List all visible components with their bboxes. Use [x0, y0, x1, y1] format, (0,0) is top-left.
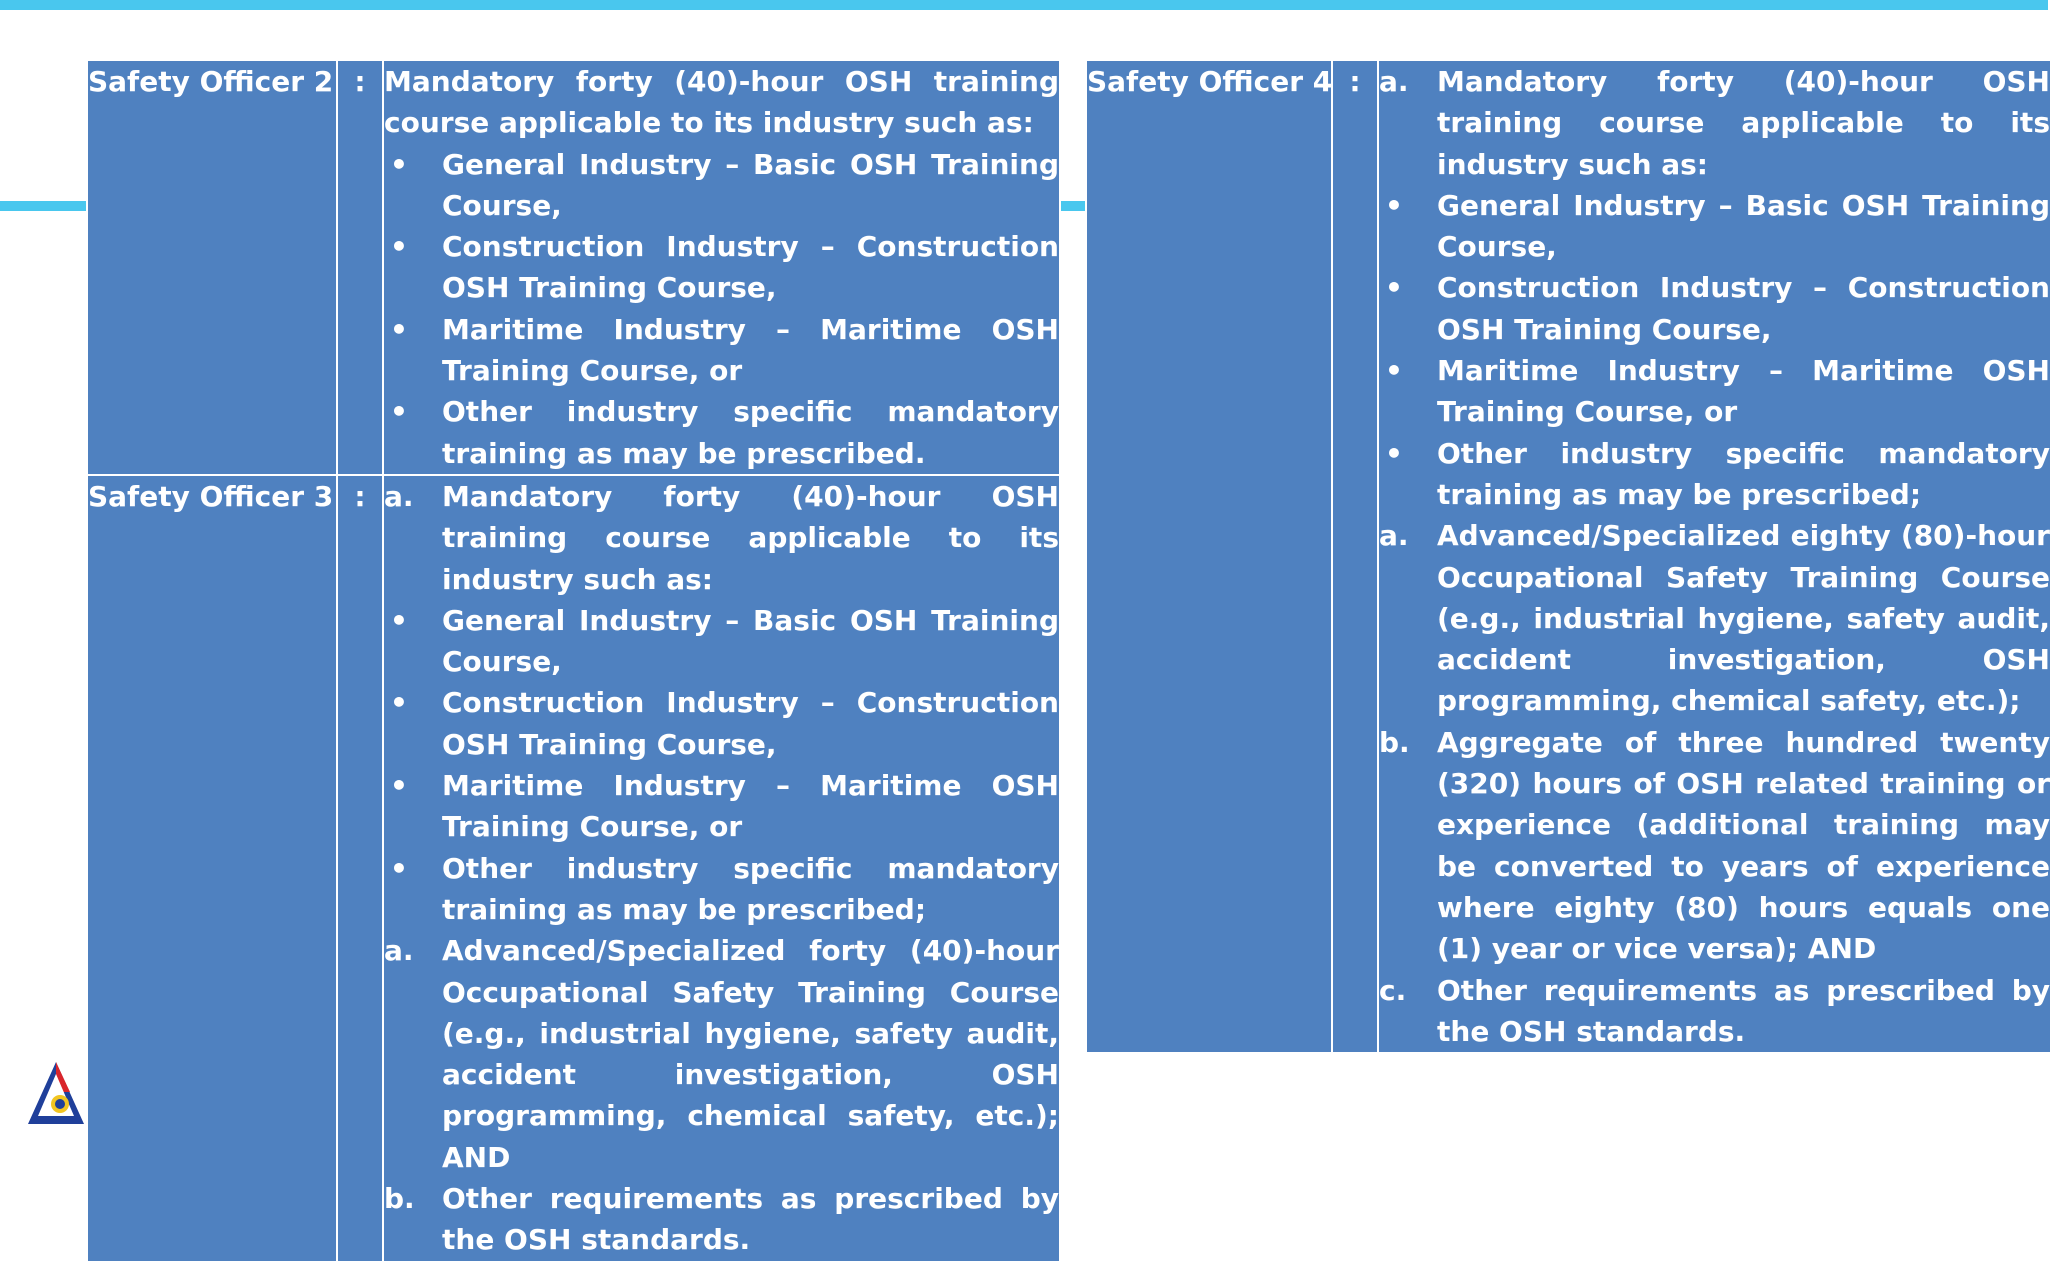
lettered-item: b. Other requirements as prescribed by the OSH standards. [384, 1178, 1059, 1261]
bullet-item: • Maritime Industry – Maritime OSH Training Course, or [384, 765, 1059, 848]
bullet-icon: • [390, 603, 408, 637]
colon-cell: : [1332, 60, 1378, 1053]
role-label: Safety Officer 2 [88, 65, 334, 98]
bullet-item: • Construction Industry – Construction OSH Training Course, [384, 226, 1059, 309]
lettered-item: a. Advanced/Specialized eighty (80)-hour Occupational Safety Training Course (e.g., industrial hygiene, safety audit, accident investigation, OSH programming, chemical safety, etc.); [1379, 515, 2050, 721]
lettered-item: c. Other requirements as prescribed by the OSH standards. [1379, 970, 2050, 1053]
bullet-icon: • [1385, 436, 1403, 470]
requirement-intro: Mandatory forty (40)-hour OSH training course applicable to its industry such as: [384, 65, 1059, 140]
bullet-item: • Maritime Industry – Maritime OSH Training Course, or [1379, 350, 2050, 433]
dole-seal-icon [26, 1058, 86, 1130]
bullet-item: • General Industry – Basic OSH Training Course, [1379, 185, 2050, 268]
bullet-item: • Maritime Industry – Maritime OSH Training Course, or [384, 309, 1059, 392]
table-row-safety-officer-4 [1086, 60, 2051, 1053]
requirements-cell [383, 60, 1060, 475]
role-cell [1086, 60, 1332, 1053]
bullet-icon: • [390, 851, 408, 885]
bullet-item: • Construction Industry – Construction OSH Training Course, [1379, 267, 2050, 350]
table-row-safety-officer-2 [87, 60, 1060, 475]
role-label: Safety Officer 4 [1087, 65, 1333, 98]
bullet-icon: • [1385, 188, 1403, 222]
bullet-icon: • [390, 147, 408, 181]
lettered-item: b. Aggregate of three hundred twenty (320) hours of OSH related training or experience (additional training may be converted to years of experience where eighty (80) hours equals one (1) year or vice versa); AND [1379, 722, 2050, 970]
lettered-item: a. Mandatory forty (40)-hour OSH training course applicable to its industry such as: [1379, 61, 2050, 185]
lettered-item: a. Mandatory forty (40)-hour OSH training course applicable to its industry such as: [384, 476, 1059, 600]
item-marker: b. [384, 1182, 415, 1216]
item-marker: a. [1379, 519, 1409, 553]
bullet-item: • General Industry – Basic OSH Training Course, [384, 600, 1059, 683]
bullet-icon: • [1385, 271, 1403, 305]
bullet-item: • Other industry specific mandatory training as may be prescribed; [1379, 433, 2050, 516]
bullet-icon: • [390, 686, 408, 720]
accent-line-left [0, 201, 86, 211]
bullet-item: • General Industry – Basic OSH Training Course, [384, 144, 1059, 227]
lettered-item: a. Advanced/Specialized forty (40)-hour Occupational Safety Training Course (e.g., industrial hygiene, safety audit, accident investigation, OSH programming, chemical safety, etc.); AND [384, 930, 1059, 1178]
requirements-table-left [86, 59, 1061, 1263]
bullet-icon: • [390, 312, 408, 346]
bullet-item: • Other industry specific mandatory training as may be prescribed; [384, 848, 1059, 931]
item-marker: b. [1379, 725, 1410, 759]
bullet-item: • Construction Industry – Construction OSH Training Course, [384, 682, 1059, 765]
item-marker: a. [384, 479, 414, 513]
bullet-icon: • [390, 395, 408, 429]
bullet-icon: • [390, 230, 408, 264]
item-marker: a. [1379, 65, 1409, 98]
bullet-icon: • [390, 769, 408, 803]
top-accent-bar [0, 0, 2048, 10]
accent-line-right [1060, 201, 1086, 211]
role-cell [87, 60, 337, 475]
requirements-cell [1378, 60, 2051, 1053]
bullet-item: • Other industry specific mandatory training as may be prescribed. [384, 391, 1059, 474]
item-marker: c. [1379, 973, 1407, 1007]
table-row-safety-officer-3 [87, 475, 1060, 1262]
requirements-table-right [1085, 59, 2052, 1054]
role-cell [87, 475, 337, 1262]
role-label: Safety Officer 3 [88, 479, 334, 513]
colon-cell: : [337, 475, 383, 1262]
requirements-cell [383, 475, 1060, 1262]
bullet-icon: • [1385, 354, 1403, 388]
item-marker: a. [384, 934, 414, 968]
colon-cell: : [337, 60, 383, 475]
